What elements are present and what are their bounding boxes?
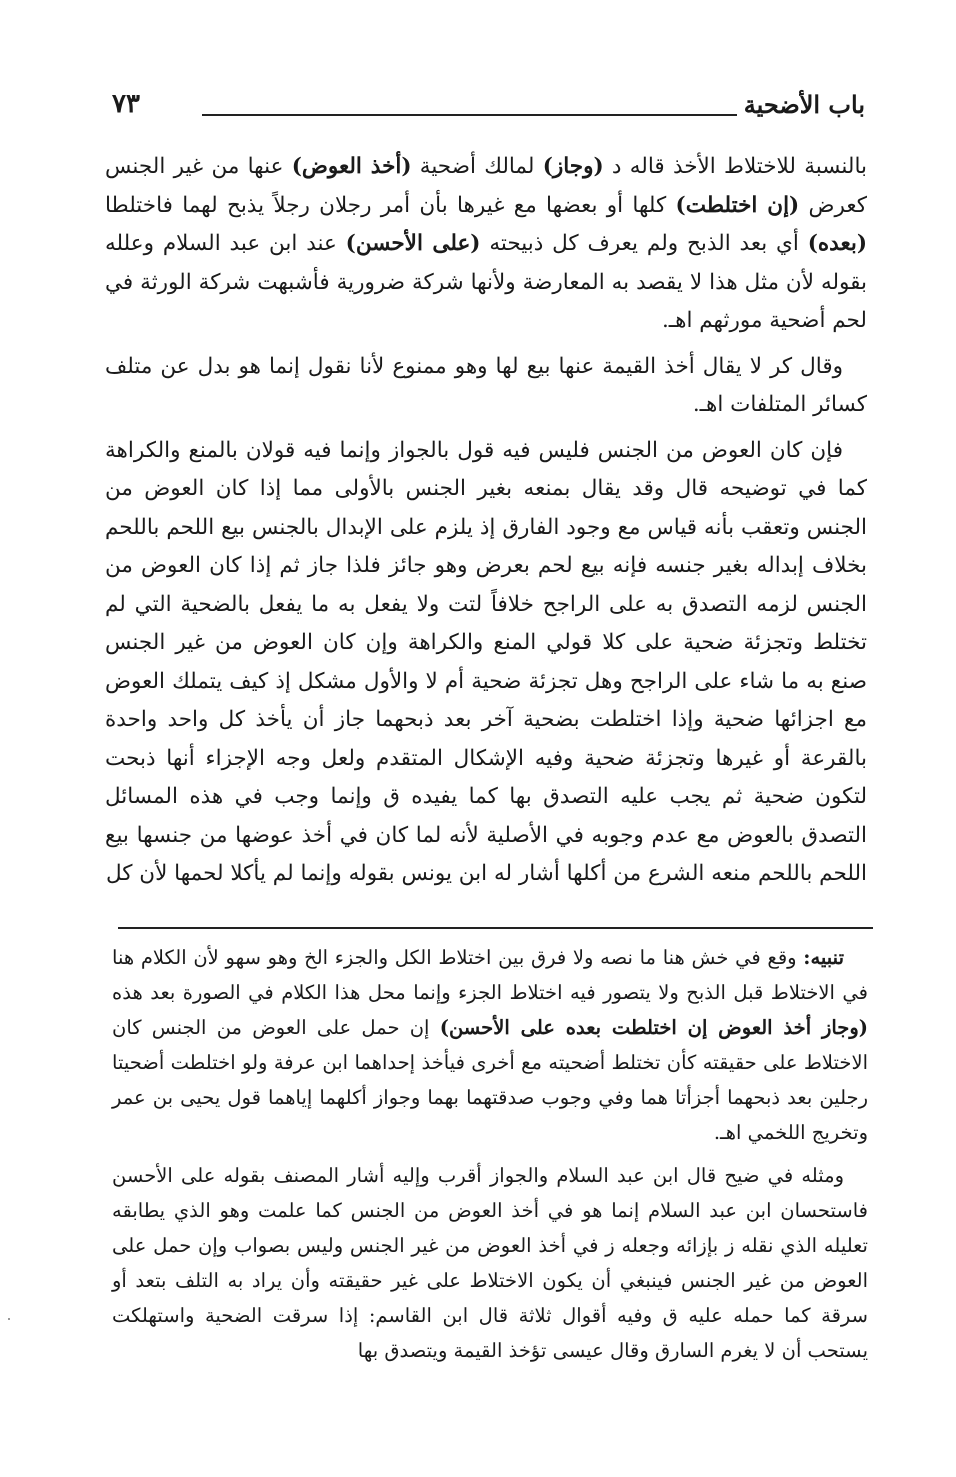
footnotes [112, 940, 868, 1376]
text-run: عنها من غير الجنس كعرض [105, 154, 867, 218]
footnote [112, 940, 868, 1150]
footnote-separator [118, 927, 873, 929]
running-header [112, 88, 865, 128]
paragraph: وقال كر لا يقال أخذ القيمة عنها بيع لها وهو ممنوع لأنا نقول إنما هو بدل عن متلف كسائر المتلفات اهـ. [105, 353, 867, 417]
header-rule [202, 114, 737, 116]
note-label: تنبيه: [803, 946, 844, 969]
matn-quote: (إن اختلطت) [675, 192, 800, 218]
matn-quote: (أخذ العوض) [291, 154, 412, 179]
text-run: وقع في خش هنا ما نصه ولا فرق بين اختلاط الكل والجزء الخ وهو سهو لأن الكلام هنا في الاختلاط قبل الذبح ولا يتصور فيه اختلاط الجزء وإنما محل هذا الكلام في الصورة بعد هذه [112, 946, 868, 1004]
footnote: ومثله في ضيح قال ابن عبد السلام والجواز أقرب وإليه أشار المصنف بقوله على الأحسن فاستحسان ابن عبد السلام إنما هو في أخذ العوض من الجنس كما علمت وهو الذي يطابقه تعليله الذي نقله ز بإزائه وجعله ز في أخذ العوض من غير الجنس وليس بصواب وإن حمل على العوض من غير الجنس فينبغي أن يكون الاختلاط على غير حقيقته وأن يراد به التلف بتعد أو سرقة كما حمله عليه ق وفيه أقوال ثلاثة قال ابن القاسم: إذا سرقت الضحية واستهلكت يستحب أن لا يغرم السارق وقال عيسى تؤخذ القيمة ويتصدق بها [112, 1164, 868, 1362]
matn-quote: (وجاز أخذ العوض إن اختلطت بعده على الأحسن) [439, 1016, 868, 1039]
matn-quote: (على الأحسن) [345, 231, 481, 256]
text-run: لمالك أضحية [411, 154, 543, 179]
main-text [105, 148, 867, 901]
text-run: كلها أو بعضها مع غيرها بأن أمر رجلان رجلاً يذبح لهما فاختلطا [105, 192, 676, 218]
matn-quote: (وجاز) [542, 154, 604, 179]
scan-speck [8, 1318, 10, 1320]
matn-quote: (بعده) [807, 231, 867, 256]
text-run: عند ابن عبد السلام وعلله بقوله لأن مثل هذا لا يقصد به المعارضة ولأنها شركة ضرورية فأشبهت شركة الورثة في لحم أضحية مورثهم اهـ. [105, 231, 867, 333]
page-number: ٧٣ [112, 89, 140, 119]
text-run: أي بعد الذبح ولم يعرف كل ذبيحته [480, 231, 808, 256]
paragraph [105, 148, 867, 341]
text-run: إن حمل على العوض من الجنس كان الاختلاط على حقيقته كأن تختلط أضحيته مع أخرى فيأخذ إحداهما ابن عرفة ولو اختلطت أضحيتا رجلين بعد ذبحهما أجزأتا هما وفي وجوب صدقتهما بهما وجواز أكلهما إياهما قول يحيى بن عمر وتخريج اللخمي اهـ. [112, 1016, 868, 1144]
paragraph: فإن كان العوض من الجنس فليس فيه قول بالجواز وإنما فيه قولان بالمنع والكراهة كما في توضيحه قال وقد يقال بمنعه بغير الجنس بالأولى مما إذا كان العوض من الجنس وتعقب بأنه قياس مع وجود الفارق إذ يلزم على الإبدال بالجنس بيع اللحم باللحم بخلاف إبداله بغير جنسه فإنه بيع لحم بعرض وهو جائز فلذا جاز ثم إذا كان العوض من الجنس لزمه التصدق به على الراجح خلافاً لتت ولا يفعل به ما يفعل بالضحية التي لم تختلط وتجزئة ضحية على كلا قولي المنع والكراهة وإن كان العوض من غير الجنس صنع به ما شاء على الراجح وهل تجزئة ضحية أم لا والأول مشكل إذ كيف يتملك العوض مع اجزائها ضحية وإذا اختلطت بضحية آخر بعد ذبحهما جاز أن يأخذ كل واحد واحدة بالقرعة أو غيرها وتجزئة ضحية وفيه الإشكال المتقدم ولعل وجه الإجزاء أنها ذبحت لتكون ضحية ثم يجب عليه التصدق بها كما يفيده ق وإنما وجب في هذه المسائل التصدق بالعوض مع عدم وجوبه في الأصلية لأنه لما كان في أخذ عوضها من جنسها بيع اللحم باللحم منعه الشرع من أكلها أشار له ابن يونس بقوله وإنما لم يأكلا لحمها لأن كل [105, 437, 867, 886]
text-run: بالنسبة للاختلاط الأخذ قاله د [603, 154, 867, 179]
chapter-title: باب الأضحية [743, 90, 865, 119]
